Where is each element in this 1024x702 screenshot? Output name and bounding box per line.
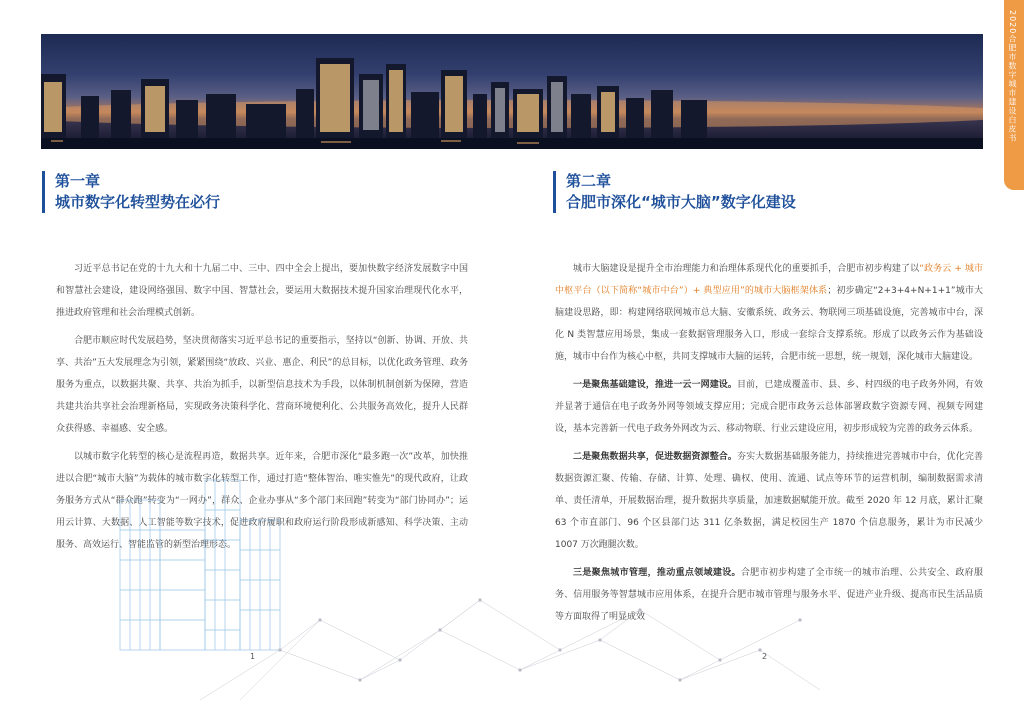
chapter-one-heading [42, 171, 220, 213]
city-skyline-photo [41, 34, 983, 149]
right-body-text [555, 258, 983, 634]
page-number-left: 1 [250, 652, 256, 661]
paragraph: 合肥市顺应时代发展趋势，坚决贯彻落实习近平总书记的重要指示，坚持以“创新、协调、开放、共享、共治”五大发展理念为引领，紧紧围绕“放政、兴业、惠企、利民”的总目标，以优化政务管理、政务服务为重点，以数据共聚、共享、共治为抓手，以新型信息技术为手段，以体制机制创新为保障，营造共建共治共享社会治理新格局，实现政务决策科学化、营商环境便利化、公共服务高效化，提升人民群众获得感、幸福感、安全感。 [56, 336, 468, 434]
paragraph: 城市大脑建设是提升全市治理能力和治理体系现代化的重要抓手，合肥市初步构建了以“政务云 + 城市中枢平台（以下简称“城市中台”）+ 典型应用”的城市大脑框架体系；初步确定“2+3+4+N+1+1”城市大脑建设思路，即：构建网络联网城市总大脑、安徽系统、政务云、物联网三项基础设施，完善城市中台，深化 N 类智慧应用场景，集成一套数据管理服务入口，形成一套综合支撑系统。形成了以政务云作为基础设施，城市中台作为核心中枢，共同支撑城市大脑的运转，合肥市统一思想，统一规划，深化城市大脑建设。 [555, 264, 983, 362]
point-lead: 一是聚焦基础建设，推进一云一网建设。 [573, 380, 738, 390]
highlighted-framework: “政务云 + 城市中枢平台（以下简称“城市中台”）+ 典型应用”的城市大脑框架体系 [555, 264, 983, 296]
chapter-two-heading [553, 171, 796, 213]
chapter-number: 第二章 [566, 172, 612, 190]
chapter-number: 第一章 [55, 172, 101, 190]
paragraph: 三是聚焦城市管理，推动重点领域建设。合肥市初步构建了全市统一的城市治理、公共安全、政府服务、信用服务等智慧城市应用体系，在提升合肥市城市管理与服务水平、促进产业升级、提高市民生活品质等方面取得了明显成效 [555, 568, 983, 622]
paragraph: 习近平总书记在党的十九大和十九届二中、三中、四中全会上提出，要加快数字经济发展数字中国和智慧社会建设，建设网络强国、数字中国、智慧社会，要运用大数据技术提升国家治理现代化水平，推进政府管理和社会治理模式创新。 [56, 264, 468, 318]
point-lead: 二是聚焦数据共享，促进数据资源整合。 [573, 452, 738, 462]
paragraph: 二是聚焦数据共享，促进数据资源整合。夯实大数据基础服务能力，持续推进完善城市中台，优化完善数据资源汇聚、传输、存储、计算、处理、确权、使用、流通、试点等环节的运营机制，编制数据需求清单、责任清单，开展数据治理，提升数据共享质量，加速数据赋能开放。截至 2020 年 12 月底，累计汇聚 63 个市直部门、96 个区县部门达 311 亿条数据，满足校园生产 1870 个信息服务，累计为市民减少 1007 万次跑腿次数。 [555, 452, 983, 550]
point-lead: 三是聚焦城市管理，推动重点领域建设。 [573, 568, 741, 578]
side-tab [1004, 0, 1024, 190]
paragraph: 一是聚焦基础建设，推进一云一网建设。目前，已建成覆盖市、县、乡、村四级的电子政务外网，有效并显著于通信在电子政务外网等领域支撑应用；完成合肥市政务云总体部署政数字资源专网、视频专网建设，基本完善新一代电子政务外网改为云、移动物联、行业云建设应用，初步形成较为完善的政务云体系。 [555, 380, 983, 434]
chapter-title: 合肥市深化“城市大脑”数字化建设 [566, 193, 796, 211]
page-number-right: 2 [762, 652, 768, 661]
chapter-title: 城市数字化转型势在必行 [55, 193, 221, 211]
side-tab-label: 2020合肥市数字城市建设白皮书 [1008, 10, 1017, 143]
paragraph: 以城市数字化转型的核心是流程再造，数据共享。近年来，合肥市深化“最多跑一次”改革，加快推进以合肥“城市大脑”为载体的城市数字化转型工作，通过打造“整体智治、唯实惟先”的现代政府，让政务服务方式从“群众跑”转变为“一网办”，群众、企业办事从“多个部门来回跑”转变为“部门协同办”；运用云计算、大数据、人工智能等数字技术，促进政府履职和政府运行阶段形成新感知、科学决策、主动服务、高效运行、智能监管的新型治理形态。 [56, 452, 468, 550]
